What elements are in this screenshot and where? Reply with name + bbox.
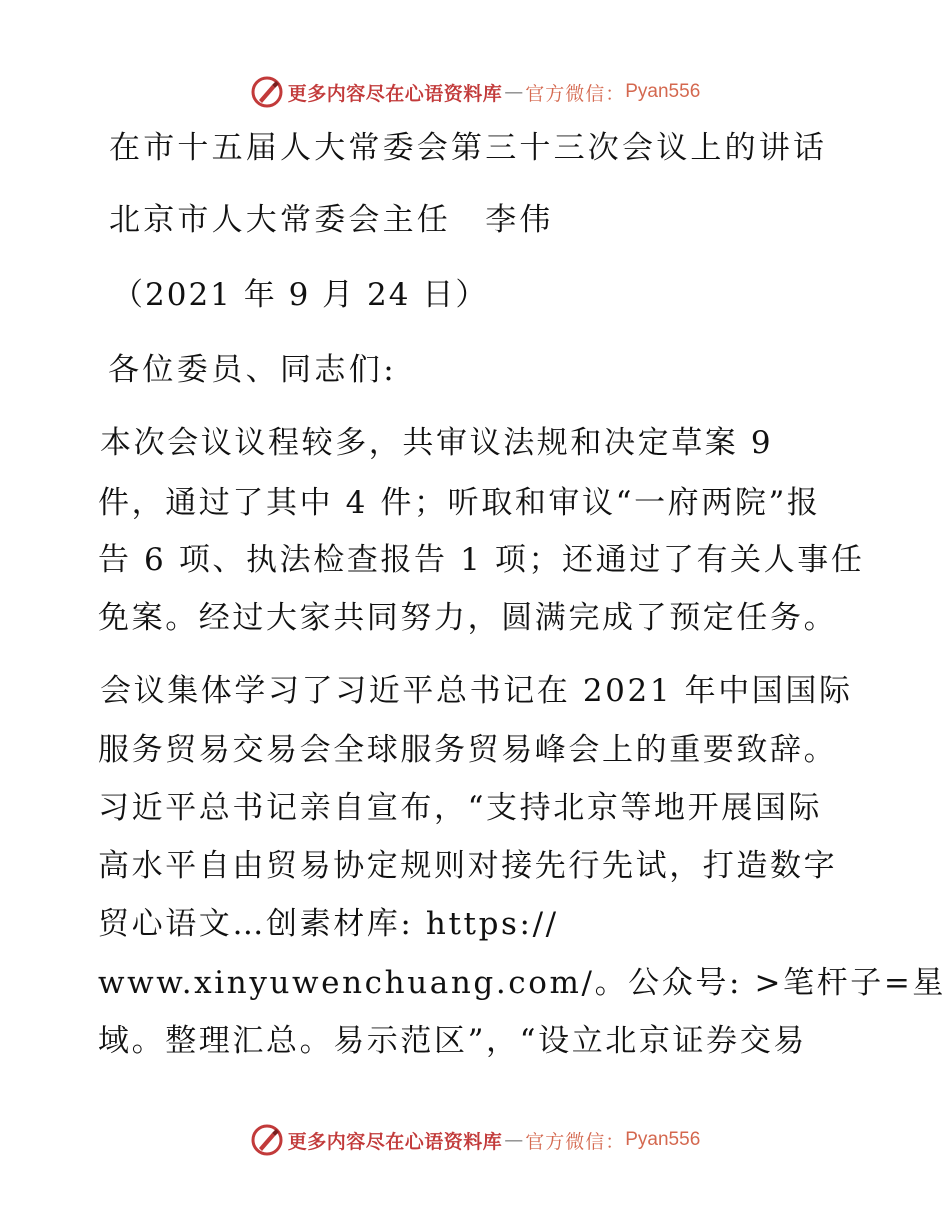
paragraph-line: 高水平自由贸易协定规则对接先行先试，打造数字 xyxy=(98,848,838,884)
watermark-wechat-label: 官方微信： xyxy=(525,82,626,105)
paragraph-line: 告 6 项、执法检查报告 1 项；还通过了有关人事任 xyxy=(98,542,865,578)
paragraph-line: 本次会议议程较多，共审议法规和决定草案 9 xyxy=(100,425,774,461)
paragraph-line: 免案。经过大家共同努力，圆满完成了预定任务。 xyxy=(98,600,838,636)
watermark-separator: — xyxy=(504,81,524,103)
footer-watermark xyxy=(0,1120,950,1160)
speech-date: （2021 年 9 月 24 日） xyxy=(112,277,489,313)
speech-title: 在市十五届人大常委会第三十三次会议上的讲话 xyxy=(109,130,828,166)
watermark-main-text: 更多内容尽在心语资料库 xyxy=(287,1130,503,1153)
paragraph-line: 件，通过了其中 4 件；听取和审议“一府两院”报 xyxy=(98,485,821,521)
paragraph-line: 域。整理汇总。易示范区”，“设立北京证券交易 xyxy=(98,1023,807,1059)
watermark-separator: — xyxy=(504,1129,524,1151)
header-watermark xyxy=(0,72,950,112)
salutation: 各位委员、同志们: xyxy=(108,352,398,388)
paragraph-line: 贸心语文…创素材库: https:// xyxy=(98,906,559,942)
watermark-wechat-id: Pyan556 xyxy=(625,81,701,102)
paragraph-line: 服务贸易交易会全球服务贸易峰会上的重要致辞。 xyxy=(98,732,838,768)
speech-author: 北京市人大常委会主任 李伟 xyxy=(109,202,554,238)
watermark-main-text: 更多内容尽在心语资料库 xyxy=(287,82,503,105)
paragraph-line: 会议集体学习了习近平总书记在 2021 年中国国际 xyxy=(100,673,853,709)
paragraph-line: 习近平总书记亲自宣布，“支持北京等地开展国际 xyxy=(98,790,823,826)
watermark-wechat-id: Pyan556 xyxy=(625,1129,701,1150)
pen-logo-icon xyxy=(250,1123,284,1157)
watermark-wechat-label: 官方微信： xyxy=(525,1130,626,1153)
pen-logo-icon xyxy=(250,75,284,109)
paragraph-line: www.xinyuwenchuang.com/。公众号: >笔杆子=星 xyxy=(98,965,947,1001)
